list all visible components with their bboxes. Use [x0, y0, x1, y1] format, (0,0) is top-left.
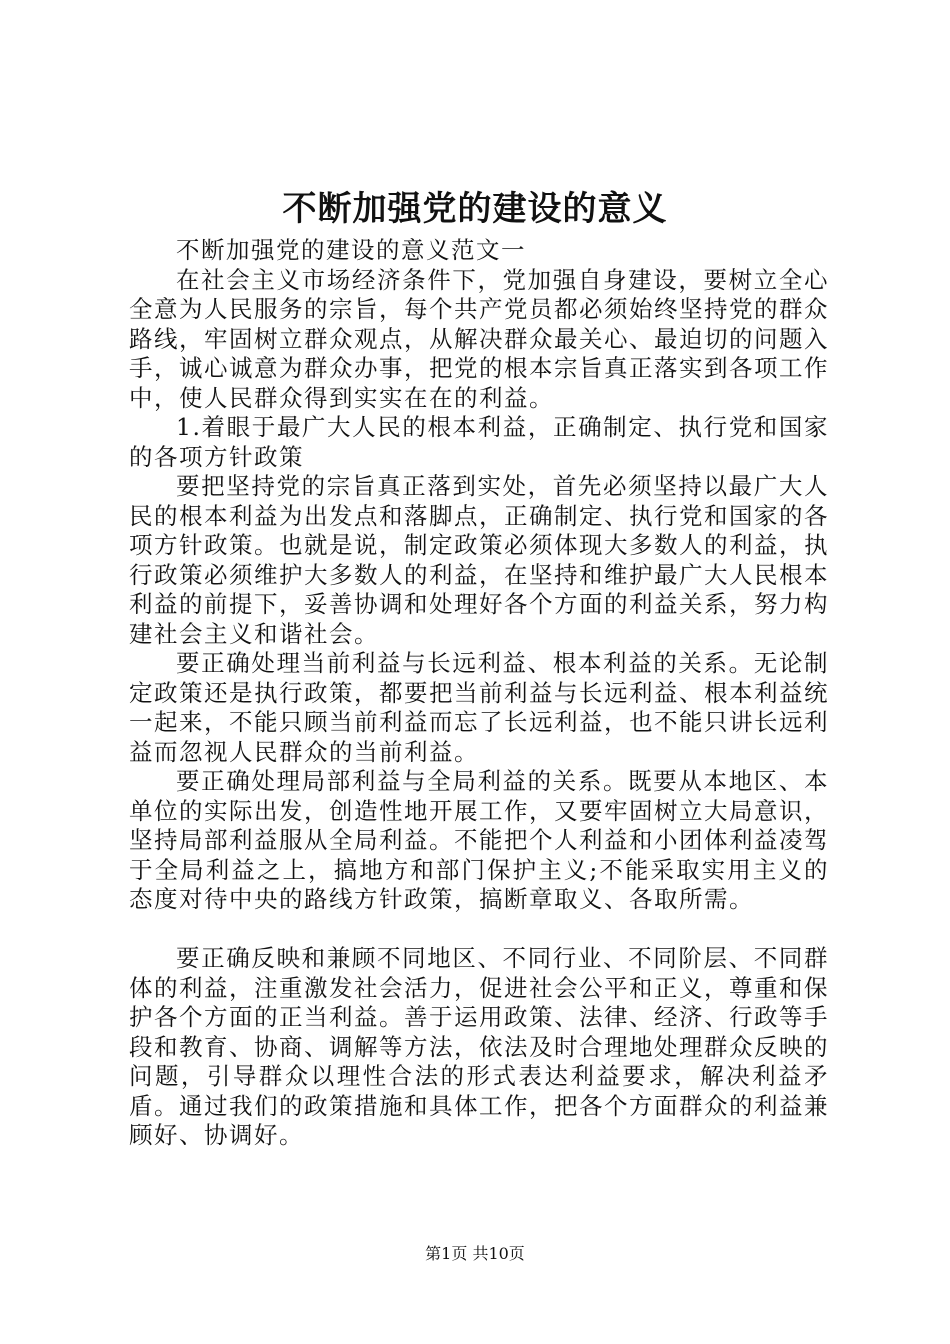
paragraph: 要正确处理局部利益与全局利益的关系。既要从本地区、本单位的实际出发，创造性地开展工作，又要牢固树立大局意识，坚持局部利益服从全局利益。不能把个人利益和小团体利益凌驾于全局利益之上，搞地方和部门保护主义;不能采取实用主义的态度对待中央的路线方针政策，搞断章取义、各取所需。: [129, 767, 829, 913]
document-body: [129, 236, 829, 1151]
document-title: 不断加强党的建设的意义: [282, 189, 668, 229]
paragraph: 要把坚持党的宗旨真正落到实处，首先必须坚持以最广大人民的根本利益为出发点和落脚点，正确制定、执行党和国家的各项方针政策。也就是说，制定政策必须体现大多数人的利益，执行政策必须维护大多数人的利益，在坚持和维护最广大人民根本利益的前提下，妥善协调和处理好各个方面的利益关系，努力构建社会主义和谐社会。: [129, 472, 829, 648]
paragraph: 在社会主义市场经济条件下，党加强自身建设，要树立全心全意为人民服务的宗旨，每个共产党员都必须始终坚持党的群众路线，牢固树立群众观点，从解决群众最关心、最迫切的问题入手，诚心诚意为群众办事，把党的根本宗旨真正落实到各项工作中，使人民群众得到实实在在的利益。: [129, 265, 829, 412]
paragraph: 要正确反映和兼顾不同地区、不同行业、不同阶层、不同群体的利益，注重激发社会活力，促进社会公平和正义，尊重和保护各个方面的正当利益。善于运用政策、法律、经济、行政等手段和教育、协商、调解等方法，依法及时合理地处理群众反映的问题，引导群众以理性合法的形式表达利益要求，解决利益矛盾。通过我们的政策措施和具体工作，把各个方面群众的利益兼顾好、协调好。: [129, 944, 829, 1149]
section-heading: 1.着眼于最广大人民的根本利益，正确制定、执行党和国家的各项方针政策: [129, 413, 829, 471]
paragraph-subtitle: 不断加强党的建设的意义范文一: [176, 236, 526, 264]
paragraph: 要正确处理当前利益与长远利益、根本利益的关系。无论制定政策还是执行政策，都要把当前利益与长远利益、根本利益统一起来，不能只顾当前利益而忘了长远利益，也不能只讲长远利益而忽视人民群众的当前利益。: [129, 649, 829, 766]
page-number-footer: 第1页 共10页: [425, 1244, 525, 1263]
